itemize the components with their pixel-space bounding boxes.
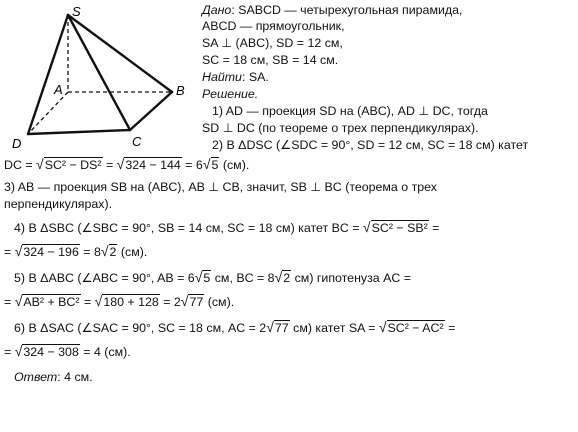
formula-text: =: [428, 221, 440, 235]
given-line-1: [202, 3, 462, 18]
vertex-label-A: A: [54, 82, 63, 97]
given-text-1: : SABCD — четырехугольная пирамида,: [231, 3, 463, 17]
given-label: Дано: [202, 3, 232, 17]
formula-text: DC =: [4, 158, 37, 172]
formula-text: =: [80, 295, 95, 309]
edge-DC: [28, 130, 130, 134]
radicand: 5: [203, 271, 211, 285]
formula-text: см, BC = 8: [211, 271, 275, 285]
vertex-label-C: C: [132, 134, 142, 149]
step-6-line-2: [4, 344, 131, 360]
radicand: 180 + 128: [103, 295, 159, 309]
edge-SC: [68, 15, 130, 130]
radicand: 324 − 196: [23, 245, 79, 259]
sqrt-icon: √: [14, 293, 23, 309]
answer-line: [14, 370, 93, 385]
step-1-line-2: SD ⊥ DC (по теореме о трех перпендикулярах).: [202, 121, 479, 135]
formula-text: = 2: [159, 295, 181, 309]
sqrt-icon: √: [194, 269, 203, 285]
radicand: 324 − 308: [23, 345, 79, 359]
step-2-line-2: [4, 157, 249, 173]
sqrt-icon: √: [266, 319, 274, 335]
edge-CB: [130, 92, 172, 130]
formula-text: (см).: [117, 245, 148, 259]
formula-text: (см).: [219, 158, 250, 172]
step-5-line-2: [4, 294, 234, 310]
sqrt-icon: √: [274, 269, 283, 285]
radicand: 2: [283, 271, 291, 285]
find-label: Найти: [202, 70, 242, 84]
sqrt-icon: √: [14, 343, 23, 359]
formula-text: =: [102, 158, 117, 172]
step-4-line-1: [14, 220, 439, 236]
find-line: [202, 70, 269, 85]
vertex-label-B: B: [176, 83, 185, 98]
formula-text: = 6: [181, 158, 203, 172]
radicand: 324 − 144: [125, 158, 181, 172]
answer-text: : 4 см.: [57, 370, 93, 384]
step-5-line-1: [14, 270, 411, 286]
formula-text: 6) В ΔSAC (∠SAC = 90°, SC = 18 см, AC = 2: [14, 321, 267, 335]
formula-text: =: [4, 245, 15, 259]
given-line-4: SC = 18 см, SB = 14 см.: [202, 53, 339, 67]
step-2-line-1: 2) В ΔDSC (∠SDC = 90°, SD = 12 см, SC = 18 см) катет: [212, 138, 529, 152]
sqrt-icon: √: [202, 156, 211, 172]
formula-text: 5) В ΔABC (∠ABC = 90°, AB = 6: [14, 271, 195, 285]
radicand: SC² − SB²: [371, 221, 428, 235]
vertex-label-S: S: [72, 4, 81, 19]
sqrt-icon: √: [180, 293, 189, 309]
radicand: SC² − AC²: [387, 321, 444, 335]
step-6-line-1: [14, 320, 455, 336]
find-text: : SA.: [241, 70, 269, 84]
formula-text: см) гипотенуза AC =: [291, 271, 412, 285]
edge-SB: [68, 15, 172, 92]
formula-text: (см).: [204, 295, 235, 309]
step-3-line-2: перпендикулярах).: [4, 197, 113, 211]
step-3-line-1: 3) AB — проекция SB на (ABC), AB ⊥ CB, значит, SB ⊥ BC (теорема о трех: [4, 180, 437, 194]
formula-text: =: [4, 295, 15, 309]
formula-text: =: [444, 321, 456, 335]
sqrt-icon: √: [378, 319, 387, 335]
sqrt-icon: √: [100, 243, 109, 259]
formula-text: =: [4, 345, 15, 359]
sqrt-icon: √: [14, 243, 23, 259]
formula-text: = 4 (см).: [79, 345, 131, 359]
formula-text: см) катет SA =: [289, 321, 379, 335]
sqrt-icon: √: [94, 293, 103, 309]
pyramid-figure: [6, 4, 192, 150]
radicand: 2: [109, 245, 117, 259]
answer-label: Ответ: [14, 370, 58, 384]
radicand: 5: [211, 158, 219, 172]
sqrt-icon: √: [116, 156, 125, 172]
radicand: AB² + BC²: [23, 295, 80, 309]
solution-label: Решение.: [202, 87, 259, 101]
sqrt-icon: √: [362, 219, 371, 235]
vertex-label-D: D: [12, 136, 22, 150]
radicand: 77: [189, 295, 204, 309]
radicand: 77: [274, 321, 289, 335]
step-4-line-2: [4, 244, 147, 260]
edge-SD: [28, 15, 68, 134]
radicand: SC² − DS²: [44, 158, 102, 172]
given-line-3: SA ⊥ (ABC), SD = 12 см,: [202, 36, 343, 50]
given-line-2: ABCD — прямоугольник,: [202, 19, 345, 33]
formula-text: 4) В ΔSBC (∠SBC = 90°, SB = 14 см, SC = 18 см) катет BC =: [14, 221, 363, 235]
sqrt-icon: √: [36, 156, 44, 172]
formula-text: = 8: [79, 245, 101, 259]
pyramid-visible-edges: [28, 15, 172, 134]
step-1-line-1: 1) AD — проекция SD на (ABC), AD ⊥ DC, тогда: [212, 104, 488, 118]
